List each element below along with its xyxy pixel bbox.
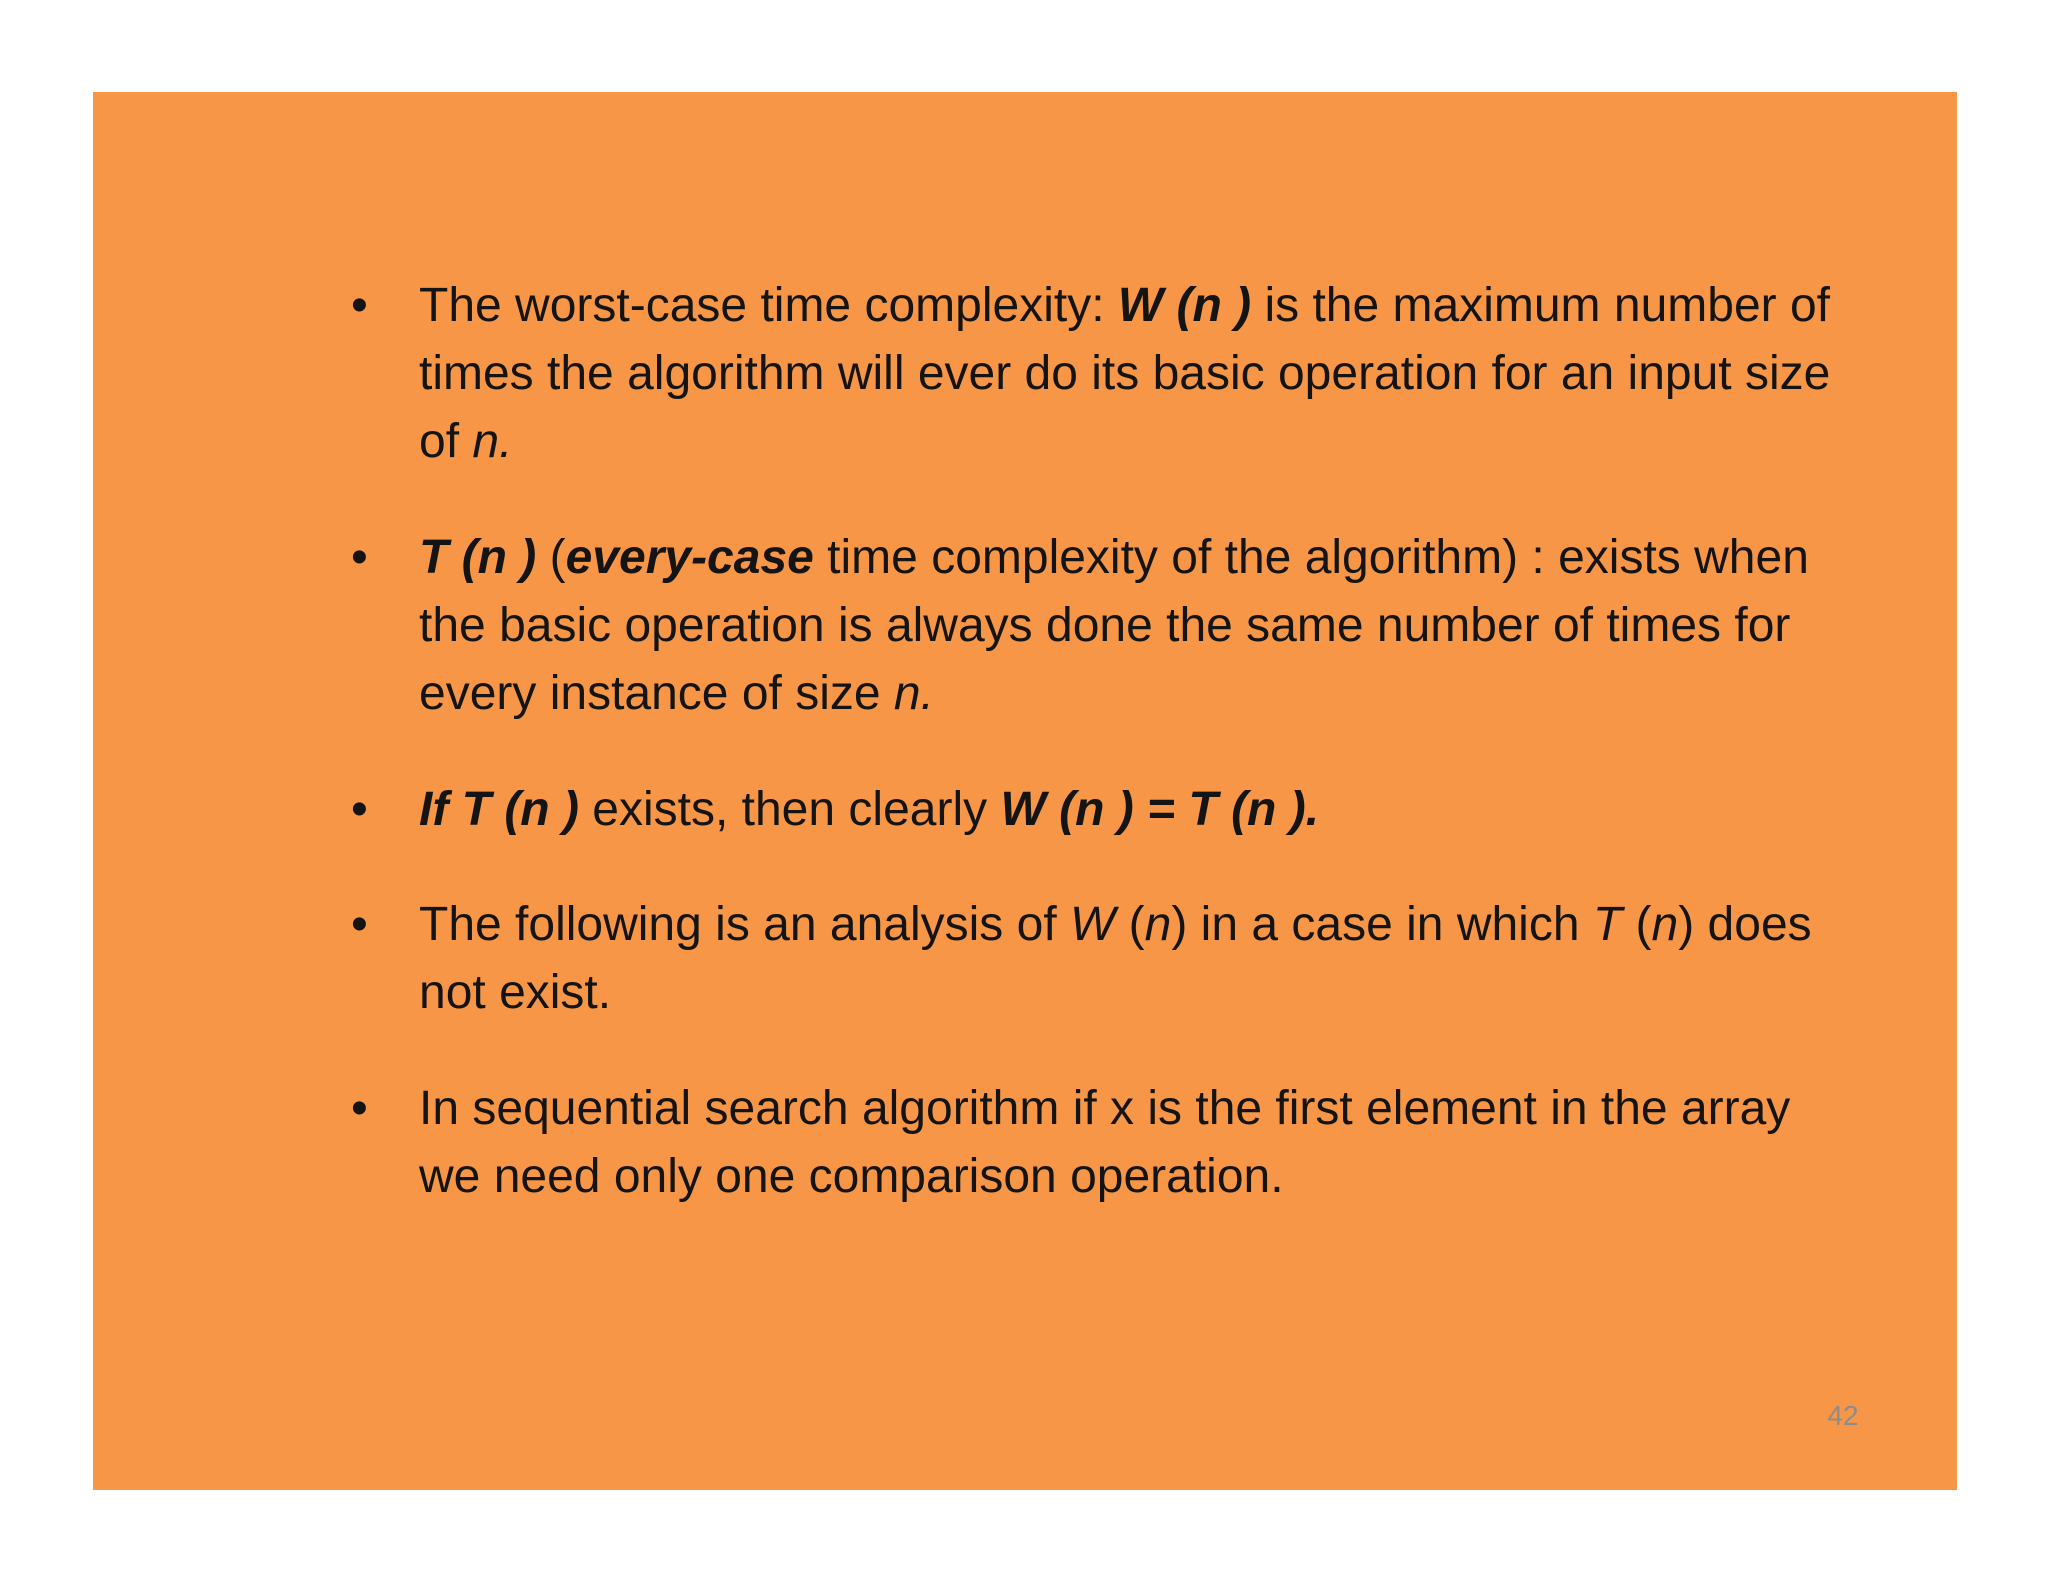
- bullet-text: The worst-case time complexity:: [419, 279, 1118, 332]
- bullet-text: ) in a case in which: [1171, 898, 1593, 951]
- formula-w-equals-t: W (n ) = T (n ).: [1000, 783, 1320, 836]
- bullet-dot: •: [351, 1082, 368, 1135]
- italic-n: n: [1144, 898, 1172, 951]
- bullet-item-equality: [253, 776, 1833, 844]
- bullet-item-worst-case: [253, 272, 1833, 476]
- italic-n: n.: [472, 415, 513, 468]
- bullet-item-every-case: [253, 524, 1833, 728]
- bullet-text: time complexity of the algorithm) : exists when the basic operation is always done the same number of times for every instance of size: [419, 531, 1809, 720]
- bullet-text: (: [1115, 898, 1145, 951]
- term-every-case: every-case: [565, 531, 814, 584]
- slide-panel: [93, 92, 1957, 1490]
- bullet-text: (: [536, 531, 566, 584]
- italic-n: n.: [893, 667, 934, 720]
- page-number: 42: [1827, 1400, 1859, 1431]
- bullet-text: exists, then clearly: [578, 783, 1001, 836]
- bullet-text: (: [1622, 898, 1652, 951]
- formula-if-t-n: If T (n ): [419, 783, 579, 836]
- bullet-list: [253, 272, 1833, 1211]
- italic-t: T: [1592, 898, 1623, 951]
- formula-t-n: T (n ): [419, 531, 537, 584]
- bullet-text: In sequential search algorithm if x is the first element in the array we need only one comparison operation.: [419, 1082, 1791, 1203]
- bullet-text: ) does not exist.: [419, 898, 1812, 1019]
- bullet-dot: •: [351, 279, 368, 332]
- italic-n: n: [1651, 898, 1679, 951]
- bullet-item-analysis: [253, 891, 1833, 1027]
- bullet-dot: •: [351, 898, 368, 951]
- bullet-dot: •: [351, 531, 368, 584]
- formula-w-n: W (n ): [1117, 279, 1252, 332]
- bullet-item-sequential-search: [253, 1075, 1833, 1211]
- bullet-dot: •: [351, 783, 368, 836]
- bullet-text: is the maximum number of times the algorithm will ever do its basic operation for an input size of: [419, 279, 1831, 468]
- bullet-text: The following is an analysis of: [419, 898, 1070, 951]
- italic-w: W: [1070, 898, 1116, 951]
